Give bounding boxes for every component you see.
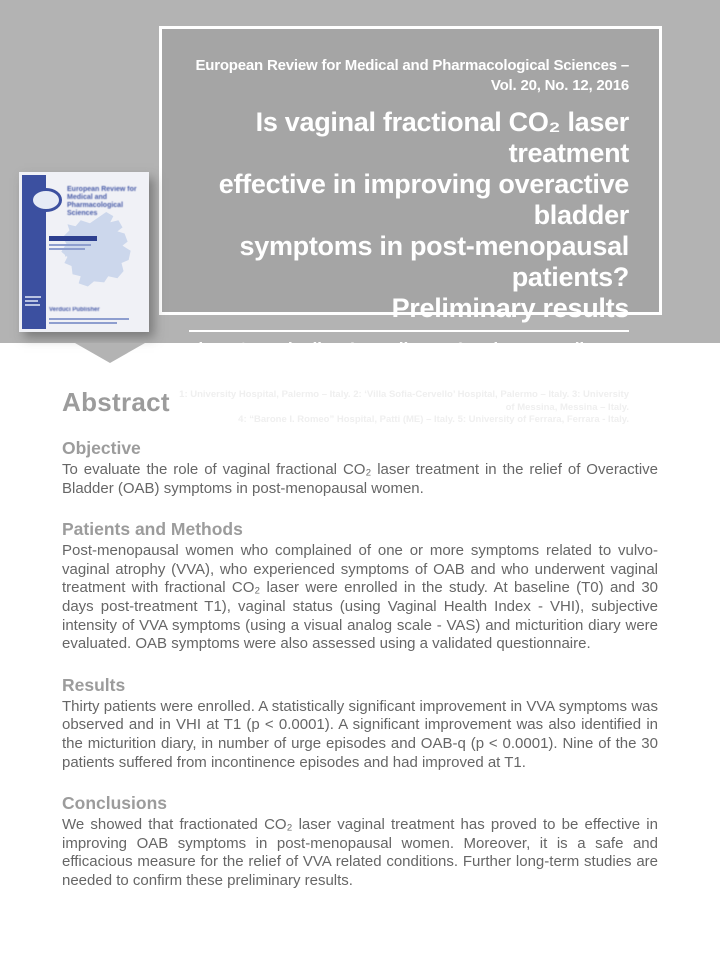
section-patients-and-methods bbox=[62, 519, 658, 654]
paper-title bbox=[170, 107, 629, 324]
paper-title-line-1: Is vaginal fractional CO₂ laser treatment bbox=[255, 107, 629, 168]
section-heading-patients-and-methods: Patients and Methods bbox=[62, 519, 243, 540]
section-heading-conclusions: Conclusions bbox=[62, 793, 168, 814]
cover-publisher-text: Verduci Publisher bbox=[49, 307, 100, 313]
journal-cover-thumbnail bbox=[19, 172, 149, 332]
section-text-patients-and-methods: Post-menopausal women who complained of one or more symptoms related to vulvo-vaginal atrophy (VVA), who experienced symptoms of OAB and who underwent vaginal treatment with fractional CO₂ laser were enrolled in the study. At baseline (T0) and 30 days post-treatment T1), vaginal status (using Vaginal Health Index - VHI), subjective intensity of VVA symptoms (using a visual analog scale - VAS) and micturition diary were evaluated. OAB symptoms were also assessed using a validated questionnaire. bbox=[62, 542, 658, 653]
paper-title-line-4: Preliminary results bbox=[391, 293, 629, 323]
cover-text-line bbox=[49, 318, 129, 320]
affiliation-line-1: 1: University Hospital, Palermo – Italy. 2: ‘Villa Sofia-Cervello’ Hospital, Palermo – Italy. 3: University of Messina, Messina – Italy. bbox=[179, 389, 629, 413]
cover-text-line bbox=[49, 248, 85, 250]
author-line-2: Adile B², Marci R⁵, Calagna G¹ bbox=[385, 362, 629, 382]
section-objective bbox=[62, 438, 658, 498]
title-divider bbox=[189, 330, 629, 332]
cover-title-text: European Review for Medical and Pharmacological Sciences bbox=[67, 186, 137, 217]
section-text-objective: To evaluate the role of vaginal fractional CO₂ laser treatment in the relief of Overactive Bladder (OAB) symptoms in post-menopausal women. bbox=[62, 461, 658, 497]
abstract-heading: Abstract bbox=[62, 387, 170, 417]
cover-text-line bbox=[25, 296, 41, 298]
cover-text-line bbox=[25, 304, 40, 306]
paper-title-line-2: effective in improving overactive bladder bbox=[218, 169, 629, 230]
cover-text-line bbox=[25, 300, 38, 302]
author-line-1: Perino A¹, Cucinella G², Gugliotta G³, Saitta S⁴, Polito S⁵, bbox=[170, 339, 629, 359]
journal-logo-icon bbox=[30, 188, 62, 212]
title-box bbox=[159, 26, 662, 425]
section-text-conclusions: We showed that fractionated CO₂ laser vaginal treatment has proved to be effective in improving OAB symptoms in post-menopausal women. Moreover, it is a safe and efficacious measure for the relief of VVA related conditions. Further long-term studies are needed to confirm these preliminary results. bbox=[62, 816, 658, 889]
cover-heading-bar bbox=[49, 236, 97, 241]
europe-map-graphic bbox=[45, 210, 147, 316]
section-heading-results: Results bbox=[62, 674, 126, 695]
paper-title-line-3: symptoms in post-menopausal patients? bbox=[239, 231, 629, 292]
affiliation-line-2: 4: “Barone I. Romeo” Hospital, Patti (ME) – Italy. 5: University of Ferrara, Ferrara - Italy. bbox=[238, 414, 629, 425]
section-heading-objective: Objective bbox=[62, 438, 141, 458]
journal-citation-line: European Review for Medical and Pharmacological Sciences – Vol. 20, No. 12, 2016 bbox=[195, 57, 629, 94]
cover-text-line bbox=[49, 244, 91, 246]
abstract-body bbox=[62, 343, 658, 891]
cover-text-line bbox=[49, 322, 117, 324]
section-results bbox=[62, 675, 658, 772]
section-text-results: Thirty patients were enrolled. A statistically significant improvement in VVA symptoms was observed and in VHI at T1 (p < 0.0001). A significant improvement was also identified in the micturition diary, in number of urge episodes and OAB-q (p < 0.0001). Nine of the 30 patients suffered from incontinence episodes and had improved at T1. bbox=[62, 697, 658, 771]
section-conclusions bbox=[62, 793, 658, 890]
